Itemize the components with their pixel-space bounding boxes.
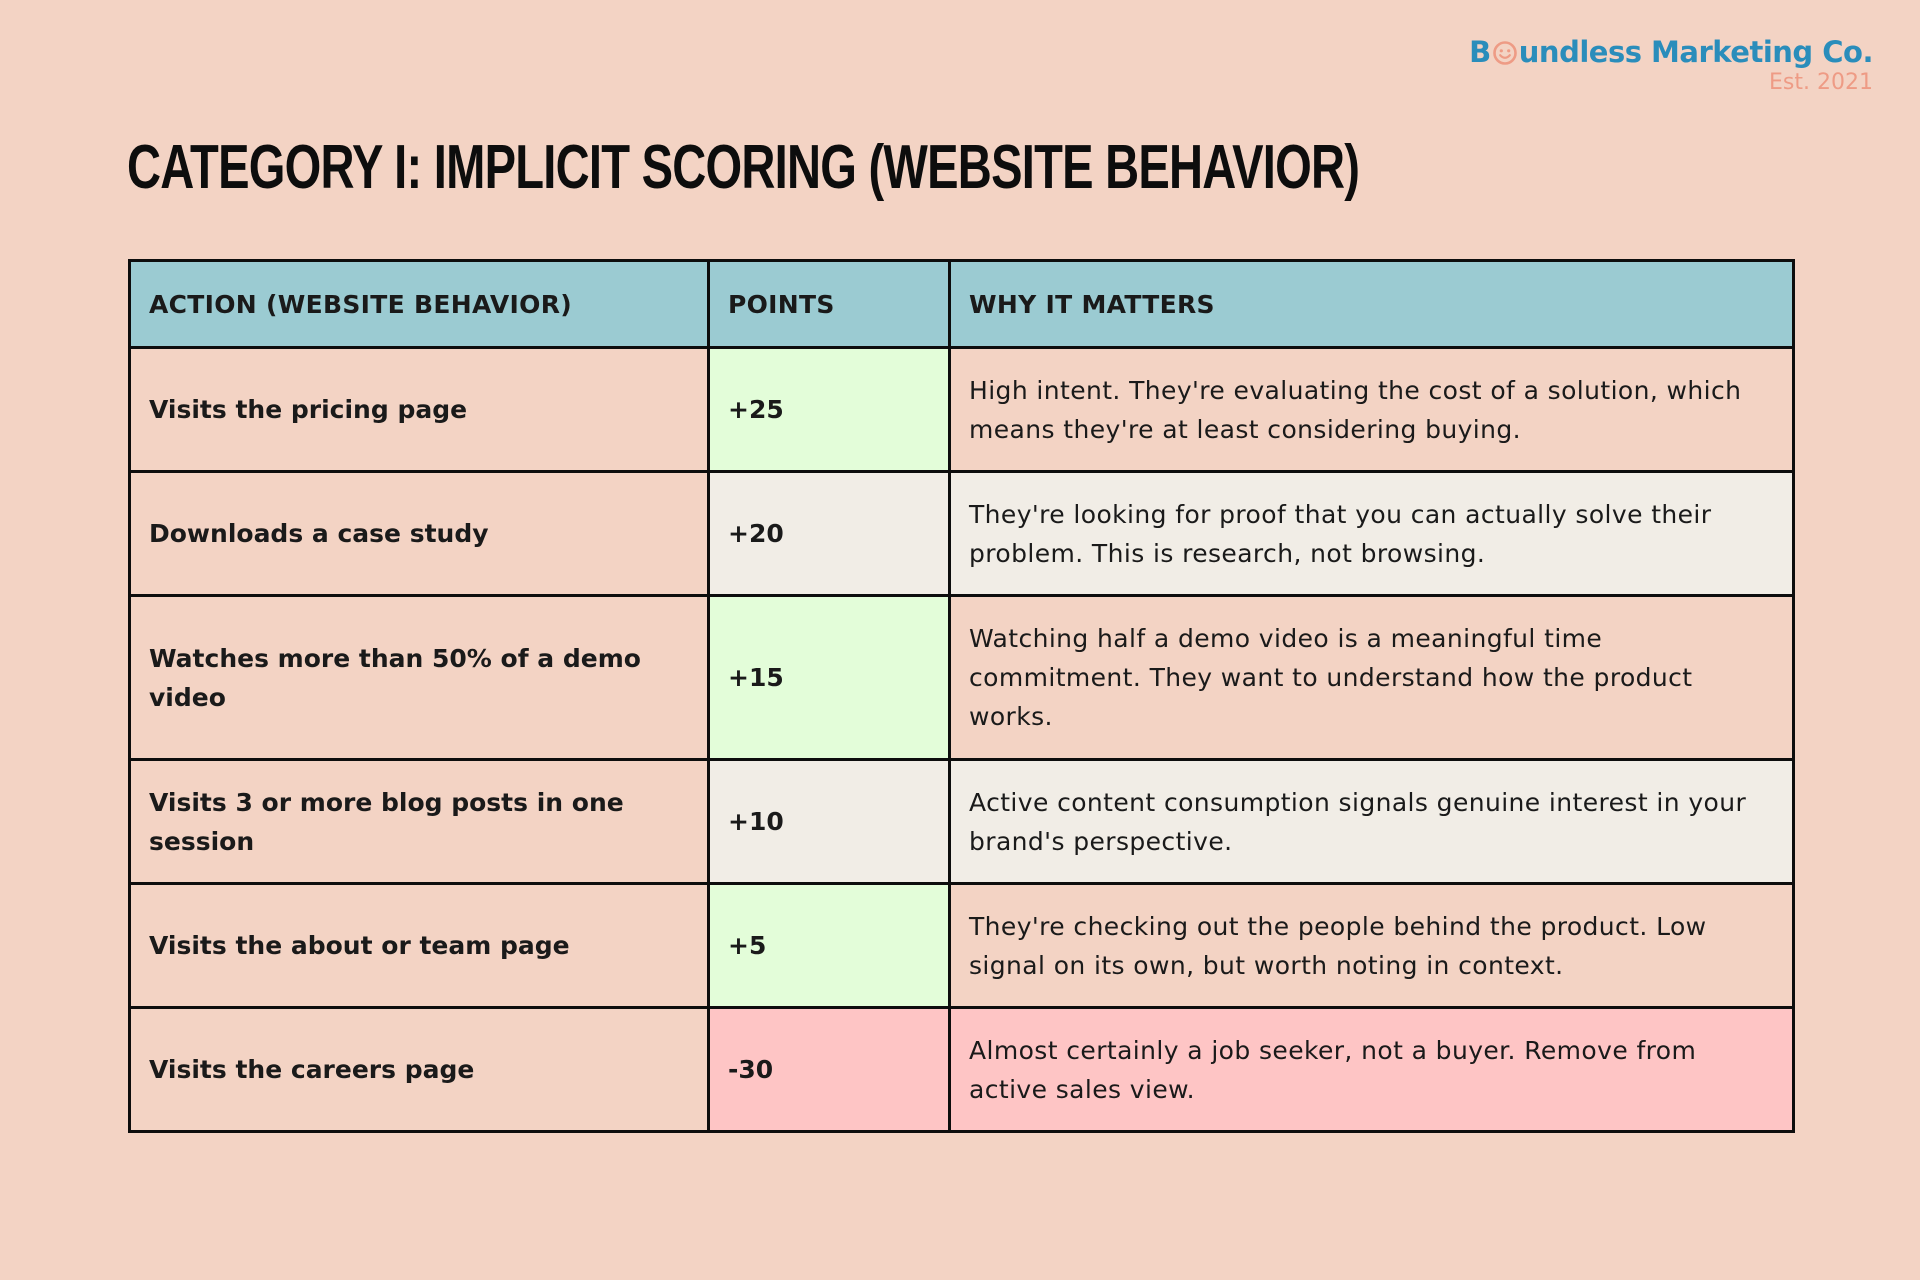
- table-row: [130, 348, 1794, 472]
- brand-name-prefix: B: [1469, 35, 1491, 69]
- points-cell: +10: [709, 760, 950, 884]
- table-row: [130, 884, 1794, 1008]
- brand-name-suffix: undless Marketing Co.: [1518, 35, 1873, 69]
- points-cell: +20: [709, 472, 950, 596]
- table-row: [130, 1008, 1794, 1132]
- why-cell: They're checking out the people behind the product. Low signal on its own, but worth noting in context.: [950, 884, 1794, 1008]
- action-cell: Visits 3 or more blog posts in one session: [130, 760, 709, 884]
- why-cell: High intent. They're evaluating the cost of a solution, which means they're at least considering buying.: [950, 348, 1794, 472]
- column-header-why: WHY IT MATTERS: [950, 261, 1794, 348]
- smiley-face-icon: [1492, 40, 1518, 66]
- points-cell: +25: [709, 348, 950, 472]
- why-cell: Almost certainly a job seeker, not a buyer. Remove from active sales view.: [950, 1008, 1794, 1132]
- why-cell: Watching half a demo video is a meaningful time commitment. They want to understand how the product works.: [950, 596, 1794, 760]
- why-cell: Active content consumption signals genuine interest in your brand's perspective.: [950, 760, 1794, 884]
- points-cell: -30: [709, 1008, 950, 1132]
- table-row: [130, 596, 1794, 760]
- table-row: [130, 760, 1794, 884]
- brand-logo: [1469, 34, 1873, 96]
- table-header-row: [130, 261, 1794, 348]
- action-cell: Visits the about or team page: [130, 884, 709, 1008]
- action-cell: Downloads a case study: [130, 472, 709, 596]
- brand-established: Est. 2021: [1769, 70, 1873, 95]
- column-header-points: POINTS: [709, 261, 950, 348]
- scoring-table: [128, 259, 1795, 1133]
- column-header-action: ACTION (WEBSITE BEHAVIOR): [130, 261, 709, 348]
- action-cell: Visits the careers page: [130, 1008, 709, 1132]
- brand-name: [1469, 34, 1873, 70]
- page-title: CATEGORY I: IMPLICIT SCORING (WEBSITE BEHAVIOR): [127, 133, 1360, 202]
- why-cell: They're looking for proof that you can actually solve their problem. This is research, not browsing.: [950, 472, 1794, 596]
- table-row: [130, 472, 1794, 596]
- points-cell: +5: [709, 884, 950, 1008]
- points-cell: +15: [709, 596, 950, 760]
- action-cell: Visits the pricing page: [130, 348, 709, 472]
- action-cell: Watches more than 50% of a demo video: [130, 596, 709, 760]
